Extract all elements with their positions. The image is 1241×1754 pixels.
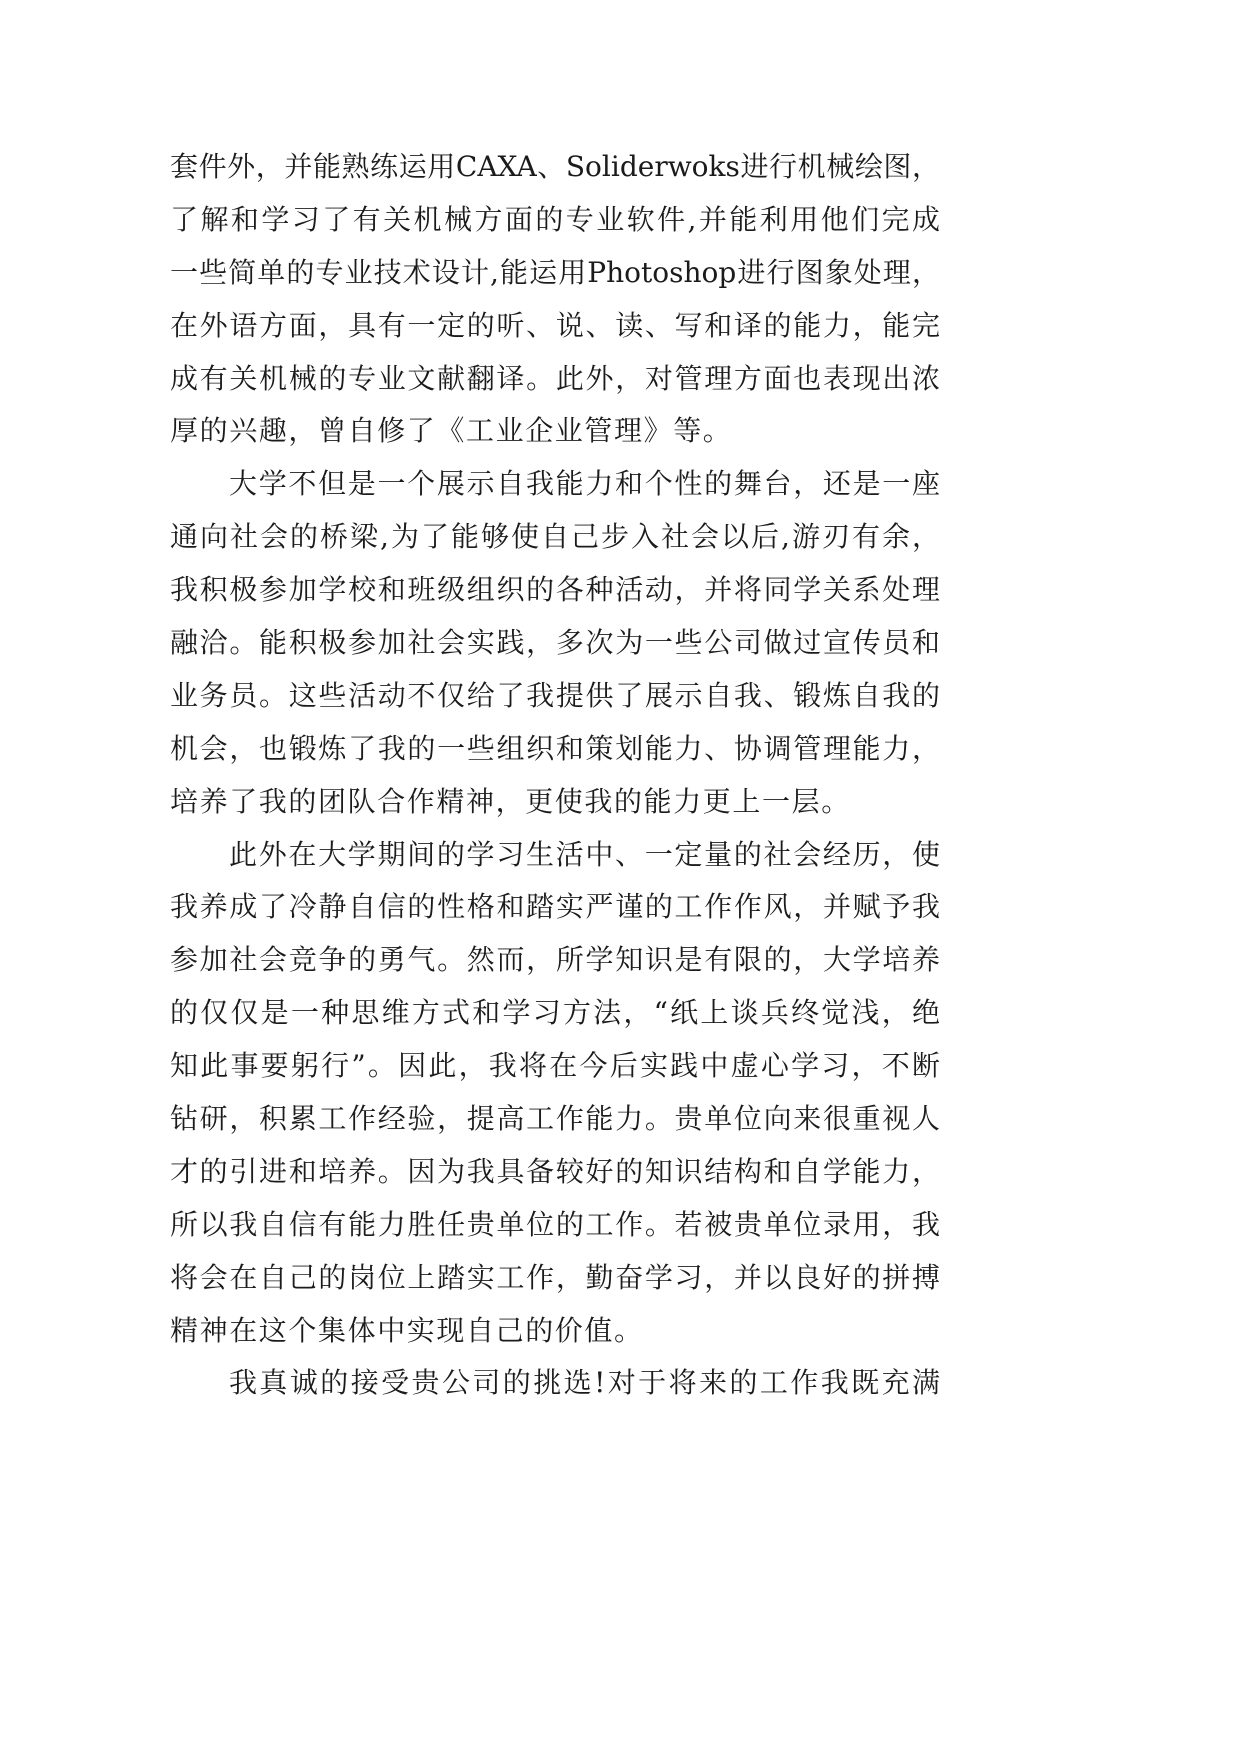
- text-line: 此外在大学期间的学习生活中、一定量的社会经历，使: [229, 837, 940, 871]
- text-line: 通向社会的桥梁,为了能够使自己步入社会以后,游刃有余，: [170, 520, 940, 554]
- text-line: 厚的兴趣，曾自修了《工业企业管理》等。: [170, 414, 733, 448]
- text-line: 业务员。这些活动不仅给了我提供了展示自我、锻炼自我的: [170, 678, 940, 712]
- text-line: 一些简单的专业技术设计,能运用Photoshop进行图象处理，: [170, 255, 940, 289]
- text-line: 套件外，并能熟练运用CAXA、Soliderwoks进行机械绘图，: [170, 150, 940, 183]
- text-line: 我养成了冷静自信的性格和踏实严谨的工作作风，并赋予我: [170, 890, 940, 924]
- text-line: 知此事要躬行”。因此，我将在今后实践中虚心学习，不断: [170, 1049, 940, 1083]
- text-line: 所以我自信有能力胜任贵单位的工作。若被贵单位录用，我: [170, 1207, 940, 1241]
- text-line: 了解和学习了有关机械方面的专业软件,并能利用他们完成: [170, 202, 940, 236]
- paragraph-4: [170, 1357, 940, 1410]
- paragraph-2: [170, 458, 940, 828]
- text-line: 成有关机械的专业文献翻译。此外，对管理方面也表现出浓: [170, 361, 940, 395]
- text-line: 融洽。能积极参加社会实践，多次为一些公司做过宣传员和: [170, 626, 940, 660]
- text-line: 在外语方面，具有一定的听、说、读、写和译的能力，能完: [170, 308, 940, 342]
- text-line: 才的引进和培养。因为我具备较好的知识结构和自学能力，: [170, 1154, 940, 1188]
- text-line: 培养了我的团队合作精神，更使我的能力更上一层。: [170, 784, 851, 818]
- text-line: 将会在自己的岗位上踏实工作，勤奋学习，并以良好的拼搏: [170, 1260, 940, 1294]
- text-line: 我积极参加学校和班级组织的各种活动，并将同学关系处理: [170, 573, 940, 607]
- paragraph-1: [170, 141, 940, 458]
- text-line: 机会，也锻炼了我的一些组织和策划能力、协调管理能力，: [170, 731, 940, 765]
- paragraph-3: [170, 829, 940, 1358]
- text-line: 钻研，积累工作经验，提高工作能力。贵单位向来很重视人: [170, 1102, 940, 1136]
- text-line: 我真诚的接受贵公司的挑选!对于将来的工作我既充满: [229, 1366, 940, 1400]
- text-line: 精神在这个集体中实现自己的价值。: [170, 1313, 644, 1347]
- text-line: 参加社会竞争的勇气。然而，所学知识是有限的，大学培养: [170, 943, 940, 977]
- document-body: [170, 141, 940, 1410]
- text-line: 的仅仅是一种思维方式和学习方法，“纸上谈兵终觉浅，绝: [170, 996, 940, 1030]
- text-line: 大学不但是一个展示自我能力和个性的舞台，还是一座: [229, 467, 940, 501]
